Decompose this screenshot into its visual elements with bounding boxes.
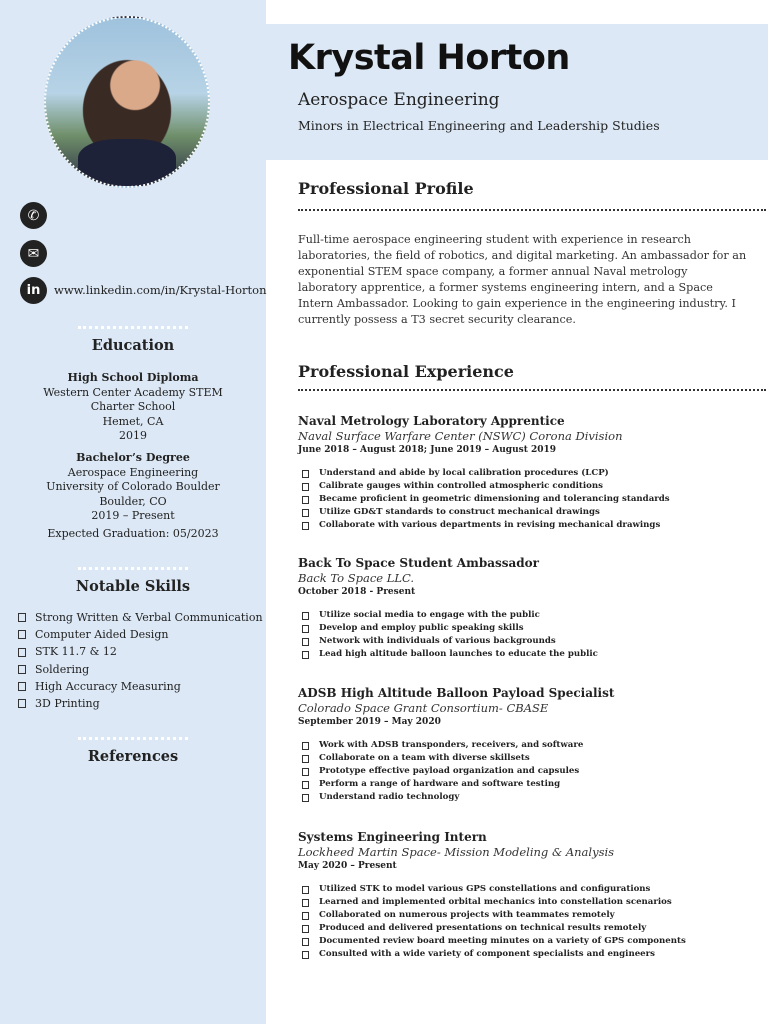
job-dates: September 2019 – May 2020	[298, 717, 441, 727]
list-item	[18, 695, 263, 712]
job-bullets	[298, 883, 758, 961]
list-item	[302, 622, 758, 635]
education-line: Hemet, CA	[102, 414, 164, 428]
bullet-text: Develop and employ public speaking skills	[319, 623, 524, 633]
checkbox-icon	[302, 938, 309, 946]
list-item	[302, 739, 758, 752]
list-item	[302, 648, 758, 661]
list-item	[302, 883, 758, 896]
job-organization: Back To Space LLC.	[298, 571, 415, 585]
linkedin-url[interactable]: www.linkedin.com/in/Krystal-Horton	[54, 283, 267, 297]
divider	[78, 567, 188, 570]
bullet-text: Perform a range of hardware and software testing	[319, 779, 561, 789]
bullet-text: Learned and implemented orbital mechanics into constellation scenarios	[319, 897, 672, 907]
minors-subtitle: Minors in Electrical Engineering and Leadership Studies	[298, 118, 660, 133]
degree-title: Bachelor’s Degree	[76, 451, 190, 464]
education-entry-highschool	[0, 371, 266, 444]
checkbox-icon	[302, 886, 309, 894]
list-item	[302, 506, 758, 519]
list-item	[302, 791, 758, 804]
job-entry	[298, 556, 758, 661]
list-item	[302, 635, 758, 648]
checkbox-icon	[302, 742, 309, 750]
profile-heading: Professional Profile	[298, 179, 474, 198]
skills-heading: Notable Skills	[75, 578, 191, 595]
job-entry	[298, 414, 758, 532]
list-item	[302, 935, 758, 948]
list-item	[18, 661, 263, 678]
checkbox-icon	[302, 509, 309, 517]
bullet-text: Utilize social media to engage with the public	[319, 610, 540, 620]
checkbox-icon	[302, 781, 309, 789]
bullet-text: Utilized STK to model various GPS constellations and configurations	[319, 884, 651, 894]
job-bullets	[298, 467, 758, 532]
skill-label: Strong Written & Verbal Communication	[35, 611, 263, 624]
degree-title: High School Diploma	[67, 371, 199, 384]
checkbox-icon	[18, 665, 26, 674]
checkbox-icon	[302, 625, 309, 633]
checkbox-icon	[302, 755, 309, 763]
job-title: Systems Engineering Intern	[298, 830, 487, 844]
skill-label: Soldering	[35, 662, 90, 676]
education-line: Boulder, CO	[99, 494, 167, 508]
checkbox-icon	[18, 613, 26, 622]
job-entry	[298, 686, 758, 804]
bullet-text: Collaborate on a team with diverse skillsets	[319, 753, 530, 763]
education-line: 2019 – Present	[91, 509, 175, 522]
job-entry	[298, 830, 758, 961]
phone-icon[interactable]: ✆	[20, 202, 47, 229]
checkbox-icon	[302, 794, 309, 802]
list-item	[302, 909, 758, 922]
skill-label: High Accuracy Measuring	[35, 679, 181, 693]
job-title: Back To Space Student Ambassador	[298, 556, 539, 570]
major-title: Aerospace Engineering	[298, 90, 500, 110]
bullet-text: Consulted with a wide variety of component specialists and engineers	[319, 949, 655, 959]
profile-photo	[44, 16, 210, 188]
list-item	[302, 467, 758, 480]
education-line: Aerospace Engineering	[67, 465, 199, 479]
divider	[78, 326, 188, 329]
list-item	[18, 609, 263, 626]
job-title: Naval Metrology Laboratory Apprentice	[298, 414, 565, 428]
education-heading: Education	[91, 337, 175, 354]
checkbox-icon	[302, 899, 309, 907]
candidate-name: Krystal Horton	[288, 38, 570, 78]
mail-icon[interactable]: ✉	[20, 240, 47, 267]
list-item	[302, 752, 758, 765]
education-line: Charter School	[90, 400, 176, 413]
bullet-text: Network with individuals of various backgrounds	[319, 636, 556, 646]
checkbox-icon	[302, 638, 309, 646]
list-item	[302, 778, 758, 791]
job-bullets	[298, 739, 758, 804]
checkbox-icon	[302, 768, 309, 776]
bullet-text: Documented review board meeting minutes on a variety of GPS components	[319, 936, 686, 946]
list-item	[302, 493, 758, 506]
checkbox-icon	[302, 470, 309, 478]
checkbox-icon	[302, 522, 309, 530]
list-item	[302, 519, 758, 532]
skill-label: 3D Printing	[35, 697, 100, 711]
checkbox-icon	[302, 651, 309, 659]
list-item	[302, 609, 758, 622]
bullet-text: Understand radio technology	[319, 792, 460, 802]
job-organization: Colorado Space Grant Consortium- CBASE	[298, 701, 549, 715]
job-dates: June 2018 – August 2018; June 2019 – August 2019	[298, 445, 557, 455]
list-item	[302, 480, 758, 493]
bullet-text: Prototype effective payload organization and capsules	[319, 766, 580, 776]
section-divider	[298, 209, 766, 211]
job-title: ADSB High Altitude Balloon Payload Specialist	[298, 686, 615, 700]
checkbox-icon	[302, 912, 309, 920]
bullet-text: Utilize GD&T standards to construct mechanical drawings	[319, 507, 600, 517]
skill-label: STK 11.7 & 12	[35, 645, 117, 659]
list-item	[302, 922, 758, 935]
profile-text: Full-time aerospace engineering student with experience in research laboratories, the field of robotics, and digital marketing. An ambassador for an exponential STEM space company, a former annual Naval metrology laboratory apprentice, a former systems engineering intern, and a Space Intern Ambassador. Looking to gain experience in the engineering industry. I currently possess a T3 secret security clearance.	[298, 233, 747, 326]
checkbox-icon	[302, 925, 309, 933]
bullet-text: Understand and abide by local calibration procedures (LCP)	[319, 468, 609, 478]
list-item	[18, 626, 263, 643]
section-divider	[298, 389, 766, 391]
divider	[78, 737, 188, 740]
experience-heading: Professional Experience	[298, 362, 514, 381]
skill-label: Computer Aided Design	[35, 628, 169, 642]
education-line: Western Center Academy STEM	[43, 385, 223, 399]
job-dates: May 2020 – Present	[298, 861, 397, 871]
job-organization: Naval Surface Warfare Center (NSWC) Corona Division	[298, 429, 623, 443]
list-item	[302, 765, 758, 778]
checkbox-icon	[302, 612, 309, 620]
education-line: Expected Graduation: 05/2023	[47, 526, 219, 540]
bullet-text: Lead high altitude balloon launches to educate the public	[319, 649, 598, 659]
job-bullets	[298, 609, 758, 661]
bullet-text: Collaborated on numerous projects with teammates remotely	[319, 910, 615, 920]
checkbox-icon	[18, 699, 26, 708]
list-item	[302, 948, 758, 961]
list-item	[18, 678, 263, 695]
list-item	[302, 896, 758, 909]
checkbox-icon	[18, 648, 26, 657]
job-dates: October 2018 - Present	[298, 587, 416, 597]
skills-list	[18, 609, 263, 712]
checkbox-icon	[302, 483, 309, 491]
bullet-text: Produced and delivered presentations on technical results remotely	[319, 923, 647, 933]
checkbox-icon	[302, 496, 309, 504]
bullet-text: Became proficient in geometric dimensioning and tolerancing standards	[319, 494, 670, 504]
education-line: University of Colorado Boulder	[46, 480, 220, 493]
checkbox-icon	[18, 682, 26, 691]
education-line: 2019	[119, 429, 147, 442]
list-item	[18, 643, 263, 660]
references-heading: References	[87, 748, 179, 765]
bullet-text: Calibrate gauges within controlled atmospheric conditions	[319, 481, 603, 491]
checkbox-icon	[18, 630, 26, 639]
education-entry-bachelors	[0, 451, 266, 541]
bullet-text: Work with ADSB transponders, receivers, and software	[319, 740, 584, 750]
bullet-text: Collaborate with various departments in revising mechanical drawings	[319, 520, 661, 530]
job-organization: Lockheed Martin Space- Mission Modeling & Analysis	[298, 845, 615, 859]
checkbox-icon	[302, 951, 309, 959]
linkedin-icon[interactable]: in	[20, 277, 47, 304]
